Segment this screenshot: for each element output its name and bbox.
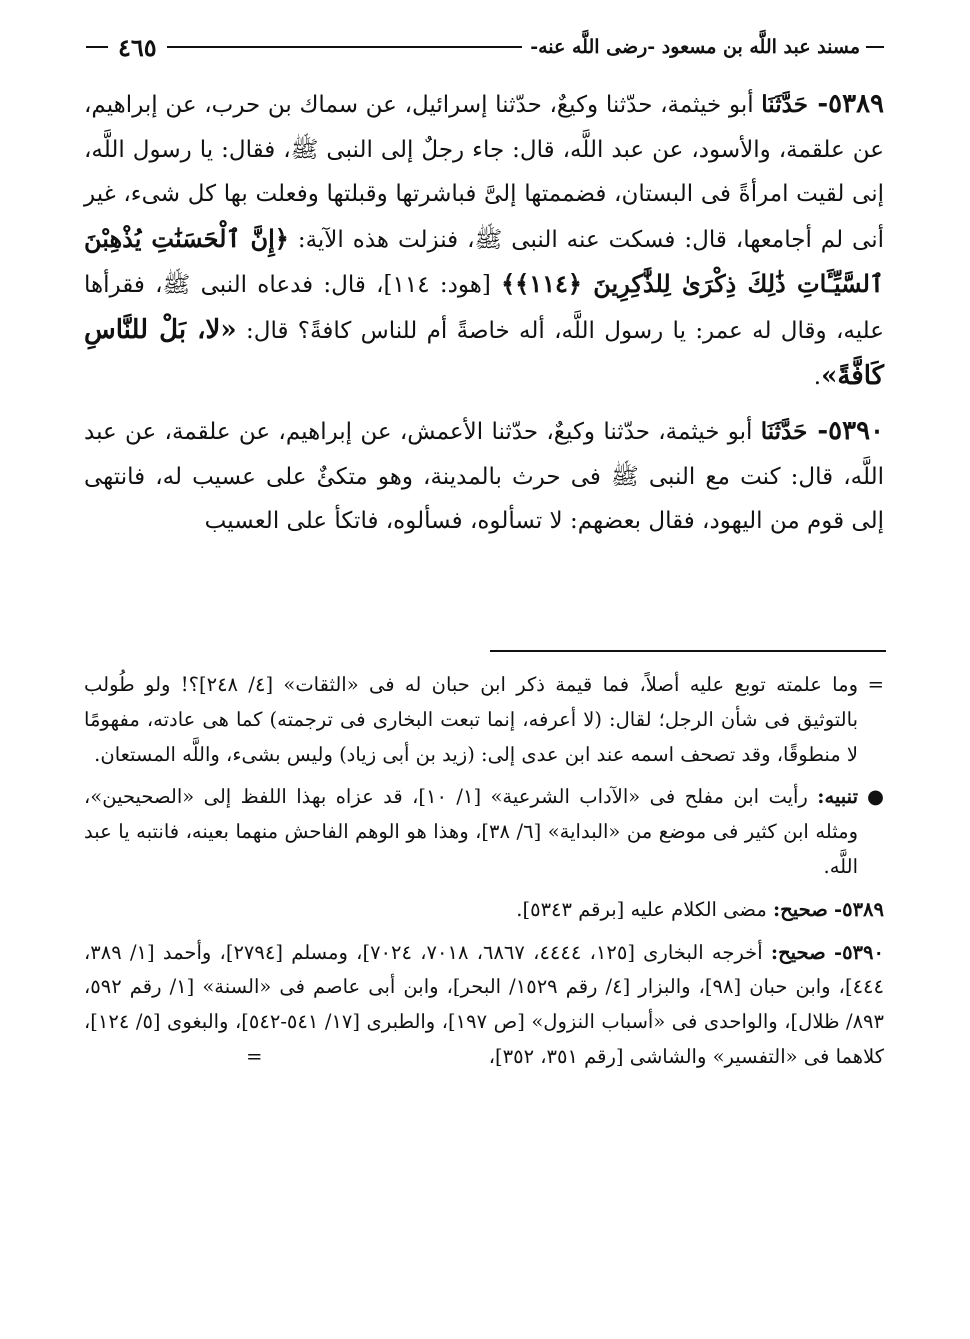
bullet-icon: ● bbox=[866, 785, 884, 809]
hadith-number: ٥٣٨٩ bbox=[828, 89, 884, 119]
footnote-5390 bbox=[84, 936, 884, 1075]
header-rule-short bbox=[86, 46, 108, 48]
hadith-text-cont: [هود: ١١٤]، قال: فدعاه النبى ﷺ، فقرأها عليه، وقال له عمر: يا رسول اللَّه، أله خاصةً أم للناس كافةً؟ قال: bbox=[84, 272, 885, 344]
page-number: ٤٦٥ bbox=[118, 32, 157, 62]
continuation-mark: = bbox=[867, 673, 884, 696]
header-rule bbox=[167, 46, 523, 48]
hadith-text: أبو خيثمة، حدّثنا وكيعٌ، حدّثنا إسرائيل، عن سماك بن حرب، عن إبراهيم، عن علقمة، والأسود، عن عبد اللَّه، قال: جاء رجلٌ إلى النبى ﷺ، فقال: يا رسول اللَّه، إنى لقيت امرأةً فى البستان، فضممتها إلىَّ فباشرتها وقبلتها وفعلت بها كل شىء، غير أنى لم أجامعها، قال: فسكت عنه النبى ﷺ، فنزلت هذه الآية: bbox=[84, 92, 884, 253]
header-dash bbox=[866, 46, 884, 48]
prophet-saying: «لا، بَلْ للنَّاسِ كَافَّةً» bbox=[84, 314, 884, 391]
hadith-5390: ٥٣٩٠- حَدَّثَنَا أبو خيثمة، حدّثنا وكيعٌ، حدّثنا الأعمش، عن إبراهيم، عن علقمة، عن عبد اللَّه، قال: كنت مع النبى ﷺ فى حرث بالمدينة، وهو متكئٌ على عسيب له، فانتهى إلى قوم من اليهود، فقال بعضهم: لا تسألوه، فسألوه، فاتكأ على العسيب bbox=[84, 416, 885, 535]
note-number: ٥٣٩٠- bbox=[833, 940, 884, 964]
footnote-continuation bbox=[84, 668, 884, 772]
hadith-opening: حَدَّثَنَا bbox=[760, 418, 808, 446]
footnote-notice bbox=[84, 780, 884, 884]
footnote-separator bbox=[490, 650, 886, 652]
footnotes bbox=[84, 668, 884, 1075]
note-grade: صحيح: bbox=[772, 897, 828, 921]
note-text: مضى الكلام عليه [برقم ٥٣٤٣]. bbox=[516, 897, 767, 921]
note-text: أخرجه البخارى [١٢٥، ٤٤٤٤، ٦٨٦٧، ٧٠١٨، ٧٠٢٤]، ومسلم [٢٧٩٤]، وأحمد [١/ ٣٨٩، ٤٤٤]، وابن حبان [٩٨]، والبزار [٤/ رقم ١٥٢٩/ البحر]، وابن أبى عاصم فى «السنة» [١/ رقم ٥٩٢، ٨٩٣/ ظلال]، والواحدى فى «أسباب النزول» [ص ١٩٧]، والطبرى [١٧/ ٥٤١-٥٤٢]، والبغوى [٥/ ١٢٤]، كلاهما فى «التفسير» والشاشى [رقم ٣٥١، ٣٥٢]، bbox=[84, 940, 884, 1068]
footnote-text: وما علمته توبع عليه أصلاً، فما قيمة ذكر ابن حبان له فى «الثقات» [٤/ ٢٤٨]؟! ولو طُولب بالتوثيق فى شأن الرجل؛ لقال: (لا أعرفه، إنما تبعت البخارى فى ترجمته) كما هى عادته، مفهومًا لا منطوقًا، وقد تصحف اسمه عند ابن عدى إلى: (زيد بن أبى زياد) وليس بشىء، واللَّه المستعان. bbox=[84, 673, 858, 766]
notice-text: رأيت ابن مفلح فى «الآداب الشرعية» [١/ ١٠]، قد عزاه بهذا اللفظ إلى «الصحيحين»، ومثله ابن كثير فى موضع من «البداية» [٦/ ٣٨]، وهذا هو الوهم الفاحش منهما بعينه، فانتبه يا عبد اللَّه. bbox=[84, 785, 858, 878]
running-title: مسند عبد اللَّه بن مسعود -رضى اللَّه عنه- bbox=[530, 36, 860, 58]
quran-verse: ﴿إِنَّ ٱلْحَسَنَٰتِ يُذْهِبْنَ ٱلسَّيِّـَٔاتِ ذَٰلِكَ ذِكْرَىٰ لِلذَّٰكِرِينَ ﴿١١٤﴾﴾ bbox=[84, 223, 884, 299]
hadith-text: أبو خيثمة، حدّثنا وكيعٌ، حدّثنا الأعمش، عن إبراهيم، عن علقمة، عن عبد اللَّه، قال: كنت مع النبى ﷺ فى حرث بالمدينة، وهو متكئٌ على عسيب له، فانتهى إلى قوم من اليهود، فقال بعضهم: لا تسألوه، فسألوه، فاتكأ على العسيب bbox=[84, 419, 884, 535]
hadith-opening: حَدَّثَنَا bbox=[761, 91, 808, 118]
continuation-mark-end: = bbox=[246, 1044, 263, 1068]
footnote-5389 bbox=[84, 893, 884, 928]
main-text bbox=[84, 82, 884, 544]
hadith-number: ٥٣٩٠ bbox=[828, 416, 885, 447]
note-number: ٥٣٨٩- bbox=[834, 897, 884, 921]
note-grade: صحيح: bbox=[770, 940, 826, 964]
hadith-5389: ٥٣٨٩- حَدَّثَنَا أبو خيثمة، حدّثنا وكيعٌ، حدّثنا إسرائيل، عن سماك بن حرب، عن إبراهيم، عن علقمة، والأسود، عن عبد اللَّه، قال: جاء رجلٌ إلى النبى ﷺ، فقال: يا رسول اللَّه، إنى لقيت امرأةً فى البستان، فضممتها إلىَّ فباشرتها وقبلتها وفعلت بها كل شىء، غير أنى لم أجامعها، قال: فسكت عنه النبى ﷺ، فنزلت هذه الآية: ﴿إِنَّ ٱلْحَسَنَٰتِ يُذْهِبْنَ ٱلسَّيِّـَٔاتِ ذَٰلِكَ ذِكْرَىٰ لِلذَّٰكِرِينَ ﴿١١٤﴾﴾ [هود: ١١٤]، قال: فدعاه النبى ﷺ، فقرأها عليه، وقال له عمر: يا رسول اللَّه، أله خاصةً أم للناس كافةً؟ قال: «لا، بَلْ للنَّاسِ كَافَّةً». bbox=[84, 89, 885, 391]
hadith-end: . bbox=[813, 363, 822, 390]
page-header bbox=[86, 30, 884, 64]
notice-label: تنبيه: bbox=[817, 785, 858, 809]
